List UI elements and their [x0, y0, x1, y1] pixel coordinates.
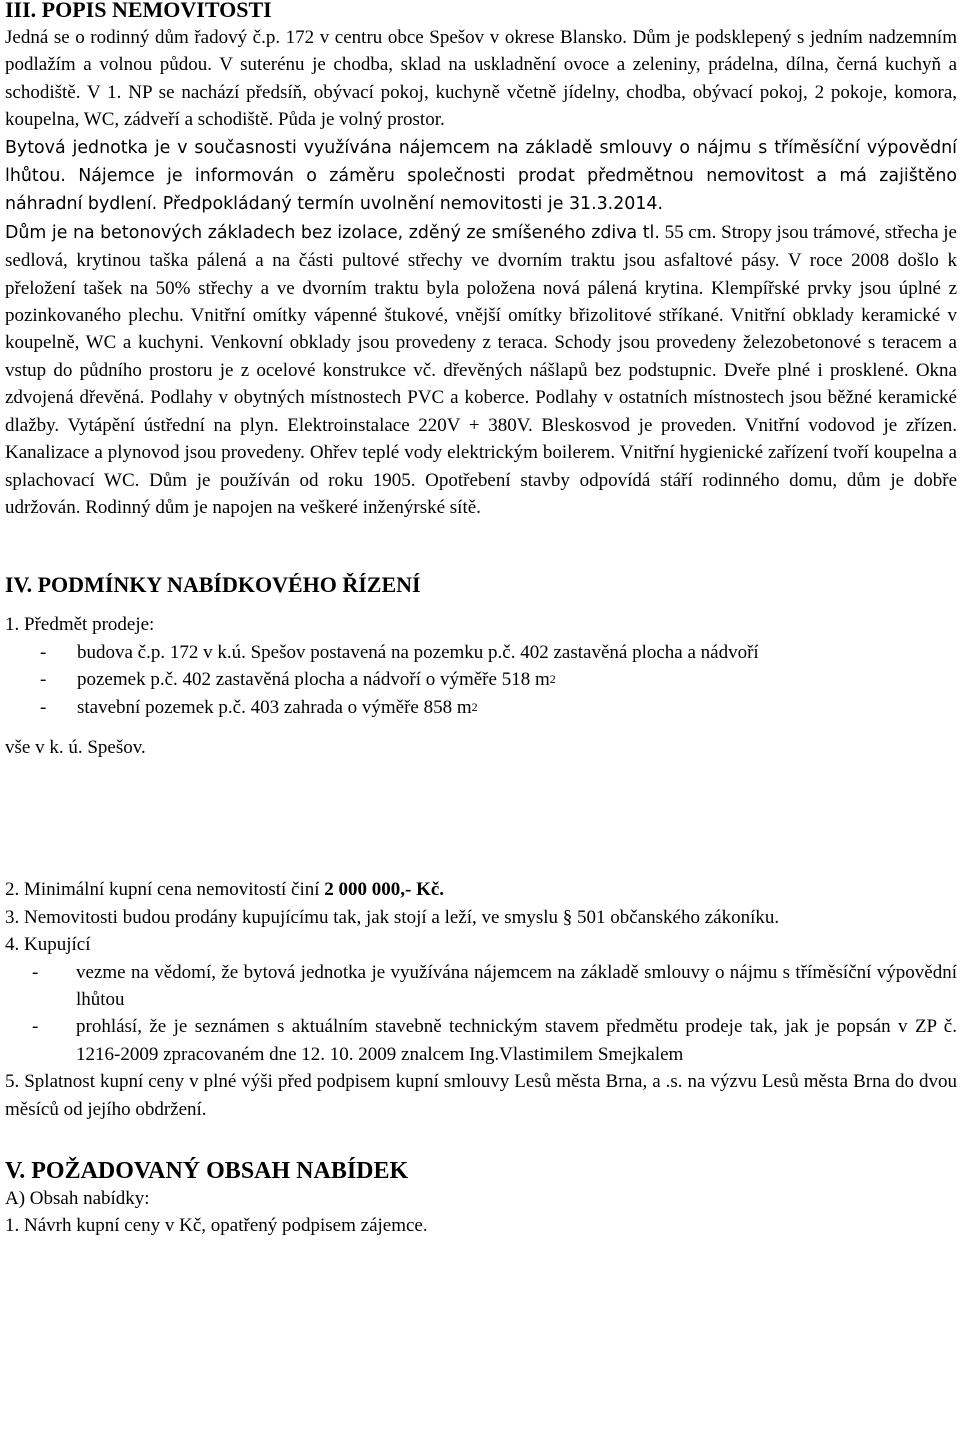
list-item — [5, 1013, 957, 1068]
list-item-text: prohlásí, že je seznámen s aktuálním stavebně technickým stavem předmětu prodeje tak, jak je popsán v ZP č. 1216-2009 zpracovaném dne 12. 10. 2009 znalcem Ing.Vlastimilem Smejkalem — [76, 1016, 957, 1065]
buyer-title: 4. Kupující — [5, 934, 91, 956]
list-dash: - — [32, 1016, 39, 1038]
sale-condition: 3. Nemovitosti budou prodány kupujícímu tak, jak stojí a leží, ve smyslu § 501 občanského zákoníku. — [5, 906, 780, 928]
offer-content-item-1: 1. Návrh kupní ceny v Kč, opatřený podpisem zájemce. — [5, 1215, 428, 1237]
minimum-price-text: 2. Minimální kupní cena nemovitostí činí — [5, 879, 325, 901]
sale-subject-title: 1. Předmět prodeje: — [5, 614, 155, 636]
section-iv-heading: IV. PODMÍNKY NABÍDKOVÉHO ŘÍZENÍ — [5, 572, 421, 598]
offer-content-title: A) Obsah nabídky: — [5, 1188, 150, 1209]
section-iii-paragraph-3 — [5, 219, 957, 521]
tenant-info: Nájemce je informován o záměru společnosti prodat předmětnou nemovitost a má zajištěno náhradní bydlení. Předpokládaný termín uvolnění nemovitosti je 31.3.2014. — [5, 166, 957, 215]
construction-description: 55 cm. Stropy jsou trámové, střecha je sedlová, krytinou taška pálená a na části pultové střechy ve dvorním traktu jsou asfaltové pásy. V roce 2008 došlo k přeložení tašek na 50% střechy a ve dvorním traktu byla položena nová pálená krytina. Klempířské prvky jsou úplné z pozinkovaného plechu. Vnitřní omítky vápenné štukové, vnější omítky břizolitové stříkané. Vnitřní obklady keramické v koupelně, WC a kuchyni. Venkovní obklady jsou provedeny z teraca. Schody jsou provedeny železobetonové s teracem a vstup do půdního prostoru je z ocelové konstrukce vč. dřevěných nášlapů bez podstupnic. Dveře plné i prosklené. Okna zdvojená dřevěná. Podlahy v obytných místnostech PVC a koberce. Podlahy v ostatních místnostech jsou běžné keramické dlažby. Vytápění ústřední na plyn. Elektroinstalace 220V + 380V. Bleskosvod je proveden. Vnitřní vodovod je zřízen. Kanalizace a plynovod jsou provedeny. Ohřev teplé vody elektrickým boilerem. Vnitřní hygienické zařízení tvoří koupelna a splachovací WC. Dům je používán od roku 1905. Opotřebení stavby odpovídá stáří rodinného domu, dům je dobře udržován. Rodinný dům je napojen na veškeré inženýrské sítě. — [5, 221, 957, 518]
list-dash: - — [40, 641, 47, 663]
buyer-list — [5, 959, 957, 1069]
section-iii-heading: III. POPIS NEMOVITOSTI — [5, 0, 272, 22]
minimum-price — [5, 876, 957, 903]
list-item-text: stavební pozemek p.č. 403 zahrada o výměře 858 m — [77, 696, 472, 718]
foundation-sentence: Dům je na betonových základech bez izolace, zděný ze smíšeného zdiva tl. — [5, 222, 660, 243]
superscript: 2 — [549, 672, 556, 687]
list-item — [5, 666, 957, 693]
section-iii-paragraph-2 — [5, 134, 957, 219]
list-item — [5, 959, 957, 1014]
section-v-heading: V. POŽADOVANÝ OBSAH NABÍDEK — [5, 1158, 409, 1184]
list-item-text: vezme na vědomí, že bytová jednotka je využívána nájemcem na základě smlouvy o nájmu s tříměsíční výpovědní lhůtou — [76, 961, 957, 1010]
sale-subject-location: vše v k. ú. Spešov. — [5, 736, 146, 758]
list-dash: - — [40, 696, 47, 718]
document-page — [5, 0, 957, 1240]
sale-subject-list — [5, 639, 957, 721]
tenant-sentence: Bytová jednotka je v současnosti využívána nájemcem na základě smlouvy o nájmu s tříměsíční výpovědní lhůtou. — [5, 137, 957, 187]
list-item-text: pozemek p.č. 402 zastavěná plocha a nádvoří o výměře 518 m — [77, 669, 550, 691]
list-dash: - — [40, 669, 47, 691]
minimum-price-amount: 2 000 000,- Kč. — [324, 879, 445, 901]
list-dash: - — [32, 961, 39, 983]
payment-terms: 5. Splatnost kupní ceny v plné výši před podpisem kupní smlouvy Lesů města Brna, a .s. na výzvu Lesů města Brna do dvou měsíců od jejího obdržení. — [5, 1071, 957, 1120]
list-item — [5, 639, 957, 666]
list-item — [5, 694, 957, 721]
section-iii-paragraph-1: Jedná se o rodinný dům řadový č.p. 172 v centru obce Spešov v okrese Blansko. Dům je podsklepený s jedním nadzemním podlažím a volnou půdou. V suterénu je chodba, sklad na uskladnění ovoce a zeleniny, prádelna, dílna, černá kuchyň a schodiště. V 1. NP se nachází předsíň, obývací pokoj, kuchyně včetně jídelny, chodba, obývací pokoj, 2 pokoje, komora, koupelna, WC, zádveří a schodiště. Půda je volný prostor. — [5, 27, 957, 131]
list-item-text: budova č.p. 172 v k.ú. Spešov postavená na pozemku p.č. 402 zastavěná plocha a nádvoří — [77, 641, 759, 663]
superscript: 2 — [471, 699, 478, 714]
